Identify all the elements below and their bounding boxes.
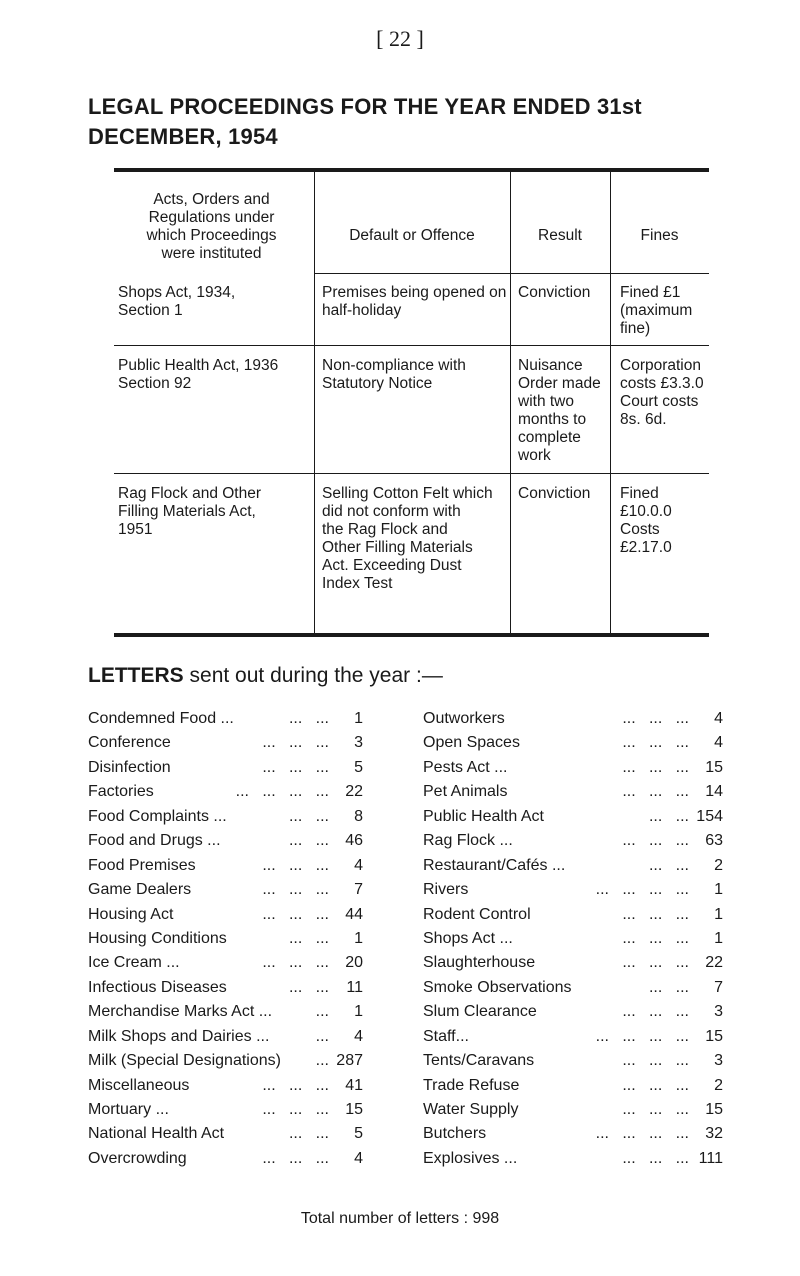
letter-count: 1 bbox=[714, 929, 723, 947]
letters-heading-bold: LETTERS bbox=[88, 664, 184, 687]
letter-category: Restaurant/Cafés ... bbox=[423, 856, 566, 874]
leader-dots: ... ... ... bbox=[262, 881, 329, 899]
leader-dots: ... ... ... ... bbox=[595, 881, 689, 899]
letter-category: Public Health Act bbox=[423, 807, 544, 825]
cell-text: Conviction bbox=[518, 485, 591, 502]
letter-count: 5 bbox=[354, 1125, 363, 1143]
cell-text: Premises being opened on half-holiday bbox=[322, 284, 507, 319]
letter-count: 15 bbox=[345, 1101, 363, 1118]
leader-dots: ... ... ... bbox=[622, 1052, 689, 1070]
leader-dots: ... ... ... bbox=[622, 954, 689, 972]
leader-dots: ... bbox=[315, 1027, 329, 1045]
letter-category: Food Complaints ... bbox=[88, 807, 227, 825]
table-cell-result bbox=[518, 284, 608, 302]
letter-category: Open Spaces bbox=[423, 734, 520, 752]
leader-dots: ... ... ... bbox=[262, 734, 329, 752]
letter-category: Milk (Special Designations) bbox=[88, 1052, 281, 1070]
leader-dots: ... ... bbox=[288, 978, 329, 996]
letter-category: Housing Conditions bbox=[88, 929, 227, 947]
header-result bbox=[510, 227, 610, 245]
leader-dots: ... ... bbox=[288, 710, 329, 727]
header-fines-text: Fines bbox=[640, 227, 679, 244]
letter-category: Food Premises bbox=[88, 856, 196, 874]
title-line-2: DECEMBER, 1954 bbox=[88, 124, 278, 149]
leader-dots: ... ... bbox=[288, 807, 329, 825]
list-item bbox=[423, 1098, 723, 1122]
letter-count: 1 bbox=[714, 905, 723, 923]
cell-text: Nuisance Order made with two months to complete work bbox=[518, 357, 601, 464]
cell-text: Shops Act, 1934, Section 1 bbox=[118, 284, 236, 319]
cell-text: Fined £1 (maximum fine) bbox=[620, 284, 693, 337]
table-cell-offence bbox=[322, 357, 508, 393]
letter-count: 15 bbox=[705, 1027, 723, 1045]
list-item bbox=[88, 927, 363, 951]
table-cell-fines bbox=[620, 284, 708, 338]
letter-count: 1 bbox=[354, 710, 363, 727]
letter-count: 2 bbox=[714, 856, 723, 874]
leader-dots: ... ... ... bbox=[622, 1003, 689, 1021]
list-item bbox=[423, 780, 723, 804]
leader-dots: ... ... ... bbox=[622, 710, 689, 727]
leader-dots: ... bbox=[315, 1052, 329, 1070]
letter-category: Pests Act ... bbox=[423, 758, 508, 776]
letter-count: 4 bbox=[354, 1027, 363, 1045]
leader-dots: ... ... bbox=[648, 807, 689, 825]
table-cell-act bbox=[118, 284, 308, 320]
letter-count: 2 bbox=[714, 1076, 723, 1094]
list-item bbox=[423, 854, 723, 878]
table-cell-offence bbox=[322, 284, 508, 320]
table-cell-result bbox=[518, 485, 608, 503]
letter-count: 11 bbox=[346, 978, 363, 996]
list-item bbox=[423, 878, 723, 902]
letter-count: 7 bbox=[354, 881, 363, 899]
table-cell-fines bbox=[620, 357, 708, 429]
list-item bbox=[88, 1000, 363, 1024]
list-item bbox=[423, 1049, 723, 1073]
letter-count: 41 bbox=[345, 1076, 363, 1094]
list-item bbox=[88, 780, 363, 804]
leader-dots: ... ... bbox=[288, 929, 329, 947]
letter-count: 3 bbox=[354, 734, 363, 752]
letter-category: Game Dealers bbox=[88, 881, 192, 899]
table-cell-act bbox=[118, 485, 308, 539]
letter-category: Trade Refuse bbox=[423, 1076, 520, 1094]
letter-count: 14 bbox=[705, 783, 723, 801]
letters-list-right bbox=[423, 707, 723, 1171]
letter-count: 32 bbox=[705, 1125, 723, 1143]
letter-count: 4 bbox=[714, 710, 723, 727]
list-item bbox=[88, 854, 363, 878]
letter-category: Food and Drugs ... bbox=[88, 832, 221, 850]
list-item bbox=[423, 756, 723, 780]
letter-category: Disinfection bbox=[88, 758, 171, 776]
letter-category: Tents/Caravans bbox=[423, 1052, 535, 1070]
cell-text: Corporation costs £3.3.0 Court costs 8s. 6d. bbox=[620, 357, 704, 428]
letter-category: Pet Animals bbox=[423, 783, 508, 801]
header-offence bbox=[314, 227, 510, 245]
letter-count: 154 bbox=[696, 807, 723, 825]
table-cell-fines bbox=[620, 485, 708, 557]
leader-dots: ... ... ... bbox=[622, 929, 689, 947]
letters-heading bbox=[88, 664, 443, 688]
cell-text: Non-compliance with Statutory Notice bbox=[322, 357, 466, 392]
leader-dots: ... ... ... bbox=[622, 758, 689, 776]
leader-dots: ... ... ... bbox=[262, 758, 329, 776]
list-item bbox=[88, 756, 363, 780]
letter-count: 46 bbox=[345, 832, 363, 850]
leader-dots: ... ... bbox=[648, 856, 689, 874]
letter-category: Merchandise Marks Act ... bbox=[88, 1003, 273, 1021]
header-result-text: Result bbox=[538, 227, 582, 244]
letter-category: National Health Act bbox=[88, 1125, 225, 1143]
list-item bbox=[423, 927, 723, 951]
table-cell-offence bbox=[322, 485, 508, 593]
letter-count: 44 bbox=[345, 905, 363, 923]
letter-category: Butchers bbox=[423, 1125, 487, 1143]
letter-category: Rag Flock ... bbox=[423, 832, 513, 850]
letter-category: Smoke Observations bbox=[423, 978, 572, 996]
leader-dots: ... ... ... bbox=[622, 734, 689, 752]
letter-count: 8 bbox=[354, 807, 363, 825]
letter-category: Condemned Food ... bbox=[88, 710, 234, 727]
leader-dots: ... ... ... bbox=[622, 1076, 689, 1094]
total-letters: Total number of letters : 998 bbox=[300, 1210, 500, 1227]
cell-text: Public Health Act, 1936 Section 92 bbox=[118, 357, 279, 392]
leader-dots: ... ... ... bbox=[262, 856, 329, 874]
letter-count: 20 bbox=[345, 954, 363, 972]
letter-category: Milk Shops and Dairies ... bbox=[88, 1027, 270, 1045]
letter-category: Rodent Control bbox=[423, 905, 531, 923]
letter-category: Slaughterhouse bbox=[423, 954, 536, 972]
letter-count: 5 bbox=[354, 758, 363, 776]
list-item bbox=[88, 1098, 363, 1122]
letter-count: 111 bbox=[698, 1149, 723, 1167]
header-acts bbox=[114, 191, 309, 263]
list-item bbox=[88, 805, 363, 829]
leader-dots: ... ... ... bbox=[622, 783, 689, 801]
table-bottom-rule bbox=[114, 633, 709, 637]
letter-category: Explosives ... bbox=[423, 1149, 518, 1167]
letter-category: Infectious Diseases bbox=[88, 978, 227, 996]
leader-dots: ... ... ... bbox=[262, 1076, 329, 1094]
list-item bbox=[423, 731, 723, 755]
list-item bbox=[88, 1049, 363, 1073]
letter-count: 3 bbox=[714, 1003, 723, 1021]
leader-dots: ... ... ... bbox=[262, 905, 329, 923]
list-item bbox=[88, 731, 363, 755]
letter-category: Rivers bbox=[423, 881, 469, 899]
leader-dots: ... ... ... ... bbox=[235, 783, 329, 801]
letter-count: 7 bbox=[714, 978, 723, 996]
table-cell-act bbox=[118, 357, 308, 393]
table-cell-result bbox=[518, 357, 608, 465]
letter-category: Water Supply bbox=[423, 1101, 519, 1118]
list-item bbox=[88, 976, 363, 1000]
list-item bbox=[423, 829, 723, 853]
leader-dots: ... ... ... ... bbox=[595, 1027, 689, 1045]
leader-dots: ... ... ... bbox=[262, 954, 329, 972]
letter-category: Overcrowding bbox=[88, 1149, 187, 1167]
list-item bbox=[423, 976, 723, 1000]
list-item bbox=[423, 805, 723, 829]
list-item bbox=[423, 1147, 723, 1171]
cell-text: Fined £10.0.0 Costs £2.17.0 bbox=[620, 485, 672, 556]
header-acts-text: Acts, Orders and Regulations under which Proceedings were instituted bbox=[146, 191, 277, 262]
list-item bbox=[88, 1074, 363, 1098]
list-item bbox=[423, 1122, 723, 1146]
letter-count: 1 bbox=[714, 881, 723, 899]
list-item bbox=[88, 903, 363, 927]
list-item bbox=[88, 1122, 363, 1146]
list-item bbox=[88, 951, 363, 975]
letters-list-left bbox=[88, 707, 363, 1171]
list-item bbox=[423, 1025, 723, 1049]
leader-dots: ... ... ... bbox=[262, 1149, 329, 1167]
letter-category: Shops Act ... bbox=[423, 929, 513, 947]
leader-dots: ... ... ... bbox=[622, 1149, 689, 1167]
letter-count: 22 bbox=[345, 783, 363, 801]
letter-category: Mortuary ... bbox=[88, 1101, 169, 1118]
cell-text: Conviction bbox=[518, 284, 591, 301]
letter-category: Factories bbox=[88, 783, 154, 801]
title-line-1: LEGAL PROCEEDINGS FOR THE YEAR ENDED 31st bbox=[88, 94, 642, 119]
leader-dots: ... ... ... bbox=[622, 1101, 689, 1118]
page-number: [ 22 ] bbox=[376, 26, 424, 51]
leader-dots: ... ... bbox=[648, 978, 689, 996]
cell-text: Selling Cotton Felt which did not conform with the Rag Flock and Other Filling Materials Act. Exceeding Dust Index Test bbox=[322, 485, 493, 592]
list-item bbox=[88, 878, 363, 902]
header-offence-text: Default or Offence bbox=[349, 227, 475, 244]
leader-dots: ... ... ... bbox=[622, 832, 689, 850]
letter-category: Housing Act bbox=[88, 905, 174, 923]
list-item bbox=[423, 707, 723, 731]
list-item bbox=[423, 1074, 723, 1098]
page-title bbox=[88, 92, 728, 152]
letter-category: Ice Cream ... bbox=[88, 954, 180, 972]
letter-count: 22 bbox=[705, 954, 723, 972]
letter-category: Slum Clearance bbox=[423, 1003, 537, 1021]
list-item bbox=[88, 829, 363, 853]
letter-count: 4 bbox=[354, 856, 363, 874]
row-divider bbox=[114, 345, 709, 346]
letter-category: Miscellaneous bbox=[88, 1076, 190, 1094]
letter-count: 15 bbox=[705, 758, 723, 776]
row-divider bbox=[114, 473, 709, 474]
letter-count: 4 bbox=[354, 1149, 363, 1167]
letter-count: 287 bbox=[336, 1052, 363, 1070]
letter-count: 1 bbox=[354, 1003, 363, 1021]
cell-text: Rag Flock and Other Filling Materials Act, 1951 bbox=[118, 485, 262, 538]
list-item bbox=[423, 903, 723, 927]
letter-category: Outworkers bbox=[423, 710, 505, 727]
letter-count: 4 bbox=[714, 734, 723, 752]
list-item bbox=[88, 1147, 363, 1171]
row-divider bbox=[314, 273, 709, 274]
leader-dots: ... ... bbox=[288, 1125, 329, 1143]
letter-category: Conference bbox=[88, 734, 171, 752]
letters-heading-rest: sent out during the year :— bbox=[189, 664, 443, 687]
letter-count: 3 bbox=[714, 1052, 723, 1070]
letter-category: Staff... bbox=[423, 1027, 469, 1045]
leader-dots: ... ... ... ... bbox=[595, 1125, 689, 1143]
list-item bbox=[88, 707, 363, 731]
letter-count: 63 bbox=[705, 832, 723, 850]
header-fines bbox=[610, 227, 709, 245]
letter-count: 1 bbox=[354, 929, 363, 947]
list-item bbox=[423, 1000, 723, 1024]
list-item bbox=[423, 951, 723, 975]
table-top-rule bbox=[114, 168, 709, 172]
leader-dots: ... ... ... bbox=[622, 905, 689, 923]
leader-dots: ... bbox=[315, 1003, 329, 1021]
letter-count: 15 bbox=[705, 1101, 723, 1118]
leader-dots: ... ... ... bbox=[262, 1101, 329, 1118]
list-item bbox=[88, 1025, 363, 1049]
leader-dots: ... ... bbox=[288, 832, 329, 850]
